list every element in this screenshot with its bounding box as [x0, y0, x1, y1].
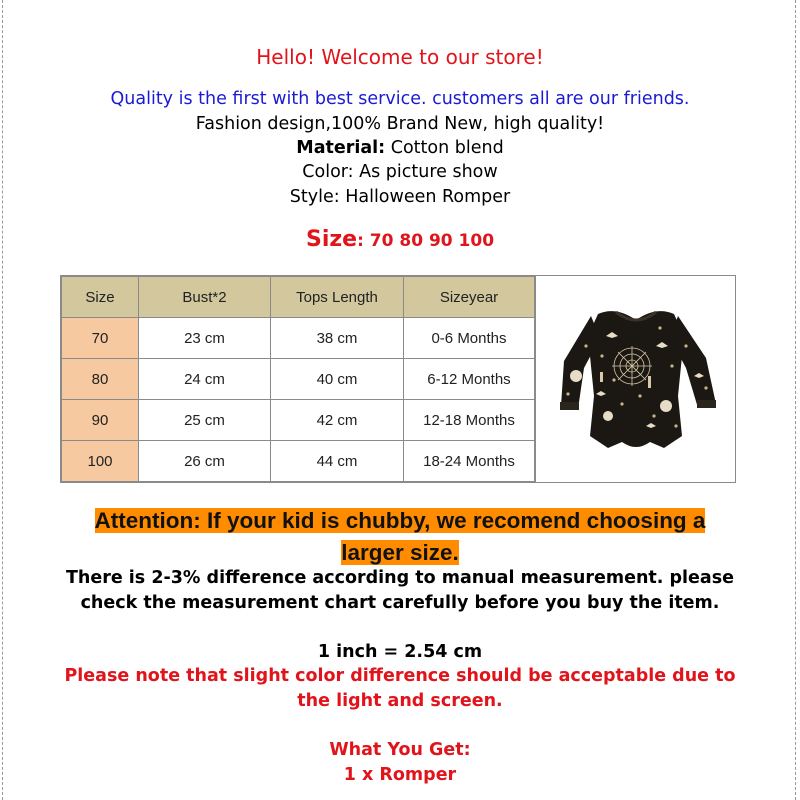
- cell-tops-length: 40 cm: [271, 359, 404, 400]
- table-row: [62, 359, 535, 400]
- cell-bust: 23 cm: [139, 318, 271, 359]
- size-line: [0, 227, 800, 252]
- cell-size: 100: [62, 441, 139, 482]
- attention-line-2: larger size.: [341, 540, 459, 565]
- cell-tops-length: 38 cm: [271, 318, 404, 359]
- cell-sizeyear: 18-24 Months: [404, 441, 535, 482]
- header-size: Size: [62, 277, 139, 318]
- table-row: [62, 441, 535, 482]
- table-header-row: [62, 277, 535, 318]
- package-item: 1 x Romper: [343, 765, 457, 785]
- size-table: [61, 276, 535, 482]
- cell-bust: 26 cm: [139, 441, 271, 482]
- cell-sizeyear: 0-6 Months: [404, 318, 535, 359]
- table-row: [62, 318, 535, 359]
- material-value: Cotton blend: [385, 138, 504, 158]
- cell-bust: 25 cm: [139, 400, 271, 441]
- cell-size: 80: [62, 359, 139, 400]
- cell-bust: 24 cm: [139, 359, 271, 400]
- fashion-line: Fashion design,100% Brand New, high quality!: [195, 114, 605, 134]
- cell-sizeyear: 12-18 Months: [404, 400, 535, 441]
- romper-illustration: [536, 276, 736, 482]
- attention-notice: [57, 505, 743, 569]
- cell-tops-length: 42 cm: [271, 400, 404, 441]
- header-bust: Bust*2: [139, 277, 271, 318]
- romper-photo: [535, 276, 736, 482]
- color-line: Color: As picture show: [302, 162, 498, 182]
- cell-size: 70: [62, 318, 139, 359]
- greeting-heading: Hello! Welcome to our store!: [256, 45, 544, 69]
- inch-conversion: 1 inch = 2.54 cm: [317, 642, 483, 662]
- material-line: [0, 138, 800, 158]
- what-you-get-heading: What You Get:: [329, 740, 471, 760]
- header-tops-length: Tops Length: [271, 277, 404, 318]
- cell-size: 90: [62, 400, 139, 441]
- size-chart: [60, 275, 736, 483]
- color-difference-note: Please note that slight color difference should be acceptable due to the light and screen.: [64, 666, 736, 711]
- cell-tops-length: 44 cm: [271, 441, 404, 482]
- manual-measurement-note: There is 2-3% difference according to manual measurement. please check the measurement chart carefully before you buy the item.: [65, 568, 735, 613]
- table-row: [62, 400, 535, 441]
- quality-slogan: Quality is the first with best service. customers all are our friends.: [110, 89, 690, 109]
- size-label: Size: [305, 227, 358, 252]
- size-values: : 70 80 90 100: [357, 231, 495, 251]
- header-sizeyear: Sizeyear: [404, 277, 535, 318]
- style-line: Style: Halloween Romper: [289, 187, 511, 207]
- attention-line-1: Attention: If your kid is chubby, we recomend choosing a: [94, 508, 706, 533]
- material-label: Material:: [296, 138, 386, 158]
- cell-sizeyear: 6-12 Months: [404, 359, 535, 400]
